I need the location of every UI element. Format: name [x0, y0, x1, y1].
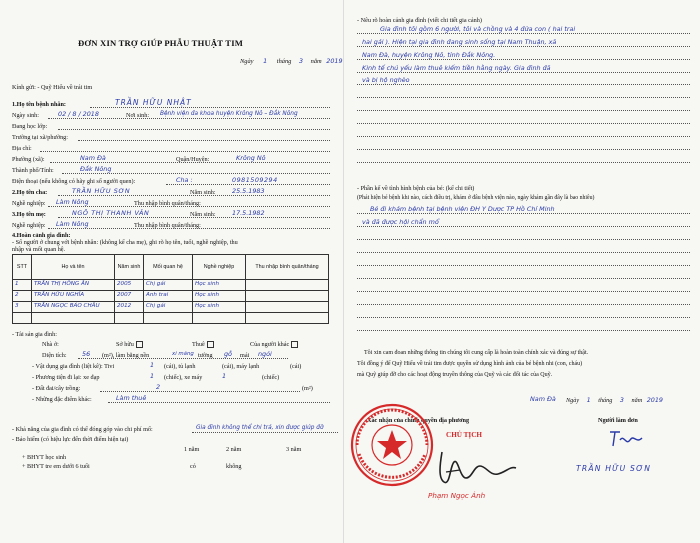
dotted-line: [58, 217, 330, 218]
dotted-line: [357, 330, 690, 331]
dotted-line: [192, 432, 338, 433]
father-birth: 25.5.1983: [232, 187, 265, 195]
wall-label: tường: [198, 352, 213, 359]
mother-section-label: 3.Họ tên mẹ:: [12, 211, 46, 218]
other-owner-text: Của người khác: [250, 341, 290, 348]
mother-name: NGÔ THỊ THANH VÂN: [72, 209, 150, 217]
row-job: Học sinh: [193, 291, 246, 302]
dotted-line: [357, 278, 690, 279]
insurance-col-1: 1 năm: [184, 446, 200, 453]
house-label: Nhà ở:: [42, 341, 59, 348]
col-name: Họ và tên: [32, 255, 115, 280]
family-table-header: [13, 255, 329, 280]
dotted-line: [357, 110, 690, 111]
insurance-col-2: 2 năm: [226, 446, 242, 453]
patient-name: TRẦN HỮU NHẬT: [115, 98, 192, 107]
rent-text: Thuê: [192, 341, 205, 348]
own-label: [116, 341, 143, 348]
dotted-line: [100, 391, 300, 392]
dotted-line: [78, 140, 330, 141]
row-name: TRẦN NGỌC BẢO CHÂU: [32, 302, 115, 313]
hardship-line: Kinh tế chủ yếu làm thuê kiếm tiền hằng ngày. Gia đình đã: [362, 64, 551, 72]
father-job-label: Nghề nghiệp:: [12, 200, 46, 207]
insurance-yes: có: [190, 463, 196, 470]
household-items-label: - Vật dụng gia đình (liệt kê): Tivi: [32, 363, 115, 370]
father-income-label: Thu nhập bình quân/tháng:: [134, 200, 201, 207]
vehicle-label: - Phương tiện đi lại: xe đạp: [32, 374, 100, 381]
row-name: TRẦN HỮU NGHĨA: [32, 291, 115, 302]
sign-day: 1: [586, 396, 591, 404]
table-row: [13, 313, 329, 324]
area-unit: (m²), làm bằng nền: [102, 352, 150, 359]
dotted-line: [357, 84, 690, 85]
land-label: - Đất đai/cây trồng:: [32, 385, 81, 392]
dotted-line: [40, 151, 330, 152]
row-job: Học sinh: [193, 280, 246, 291]
dotted-line: [357, 33, 690, 34]
col-birth: Năm sinh: [115, 255, 144, 280]
addressee: Kính gửi: - Quỹ Hiểu về trái tim: [12, 84, 93, 91]
phone-owner: Cha :: [176, 176, 193, 184]
hardship-line: hai gái ). Hiện tại gia đình đang sinh sống tại Nam Thuận, xã: [362, 38, 557, 46]
dotted-line: [357, 136, 690, 137]
dotted-line: [357, 162, 690, 163]
patient-village: Nam Đà: [80, 154, 106, 162]
address-label: Địa chỉ:: [12, 145, 32, 152]
empty-cell: [32, 313, 115, 324]
pledge-line: Tôi đồng ý để Quỹ Hiểu về trái tim được quyền sử dụng hình ảnh của bé bệnh nhi (con, cháu): [357, 361, 583, 367]
patient-dob: 02 / 8 / 2018: [58, 110, 99, 118]
house-area: 56: [82, 350, 91, 358]
row-birth: 2007: [115, 291, 144, 302]
dotted-line: [357, 304, 690, 305]
dotted-line: [62, 173, 330, 174]
dotted-line: [90, 107, 330, 108]
empty-cell: [13, 313, 32, 324]
disease-line: Bé đi khám bệnh tại bệnh viện ĐH Y Dược TP Hồ Chí Minh: [370, 205, 555, 213]
hardship-line: Gia đình tôi gồm 6 người, tôi và chồng và 4 đứa con ( hai trai: [380, 25, 576, 33]
school-label: Đang học lớp:: [12, 123, 48, 130]
sign-month-label: tháng: [598, 397, 613, 404]
row-birth: 2012: [115, 302, 144, 313]
dotted-line: [357, 97, 690, 98]
col-job: Nghề nghiệp: [193, 255, 246, 280]
disease-sub: (Phát hiện bé bệnh khi nào, cách điều trị, khám ở đâu bệnh viện nào, ngày khám gần đây là bao nhiêu): [357, 195, 595, 201]
date-month-label: tháng: [276, 58, 292, 65]
hardship-label: - Nêu rõ hoàn cảnh gia đình (viết chi tiết gia cảnh): [357, 17, 482, 24]
patient-district: Krông Nô: [236, 154, 266, 162]
date-day: 1: [263, 57, 268, 65]
insurance-no: không: [226, 463, 242, 470]
dotted-line: [48, 228, 330, 229]
dob-label: Ngày sinh:: [12, 112, 39, 119]
rent-label: [192, 341, 214, 348]
dotted-line: [357, 291, 690, 292]
date-month: 3: [298, 57, 304, 65]
date-year: 2019: [326, 57, 343, 65]
dotted-line: [357, 265, 690, 266]
moto-unit: (chiếc): [262, 374, 280, 381]
pay-label: - Khả năng của gia đình có thể đóng góp vào chi phí mổ:: [12, 426, 153, 433]
dotted-line: [357, 317, 690, 318]
dotted-line: [78, 358, 288, 359]
table-row: [13, 291, 329, 302]
bhyt-child-label: + BHYT tre em dưới 6 tuổi: [22, 463, 90, 470]
page-fold: [343, 0, 344, 543]
dotted-line: [357, 252, 690, 253]
dotted-line: [48, 118, 330, 119]
empty-cell: [193, 313, 246, 324]
birthplace-label: Nơi sinh:: [126, 112, 150, 119]
ac-label: (cái), máy lạnh: [222, 363, 260, 370]
col-stt: STT: [13, 255, 32, 280]
rent-checkbox[interactable]: [207, 341, 214, 348]
row-stt: 3: [13, 302, 32, 313]
sign-date: [566, 397, 663, 404]
bike-count: 1: [150, 372, 155, 380]
own-text: Sở hữu: [116, 341, 134, 348]
row-relation: Anh trai: [144, 291, 193, 302]
hardship-line: và bị hộ nghèo: [362, 76, 410, 84]
dotted-line: [357, 226, 690, 227]
row-stt: 2: [13, 291, 32, 302]
hardship-line: Nam Đà, huyện Krông Nô, tỉnh Đắk Nông.: [362, 51, 496, 59]
own-checkbox[interactable]: [136, 341, 143, 348]
mother-job-label: Nghề nghiệp:: [12, 222, 46, 229]
land-unit: (m²): [302, 385, 313, 392]
table-row: [13, 280, 329, 291]
house-floor: xi măng: [172, 351, 194, 357]
tv-count: 1: [150, 361, 155, 369]
empty-cell: [144, 313, 193, 324]
dotted-line: [357, 149, 690, 150]
school-address-label: Trường tại xã/phường:: [12, 134, 68, 141]
chairman-title: CHỦ TỊCH: [446, 431, 483, 439]
sign-year: 2019: [646, 396, 663, 404]
moto-label: (chiếc), xe máy: [164, 374, 203, 381]
phone-label: Điện thoại (nếu không có hãy ghi số người quen):: [12, 178, 136, 185]
family-intro-2: nhập và mối quan hệ.: [12, 246, 66, 253]
village-label: Phường (xã):: [12, 156, 45, 163]
mother-job: Làm Nông: [56, 220, 89, 228]
row-birth: 2005: [115, 280, 144, 291]
father-name: TRẦN HỮU SƠN: [72, 187, 131, 195]
disease-line: và đã được hội chẩn mổ: [362, 218, 439, 226]
applicant-signature-icon: [606, 426, 646, 452]
row-income: [246, 291, 329, 302]
row-job: Học sinh: [193, 302, 246, 313]
assets-section-label: - Tài sản gia đình:: [12, 331, 57, 338]
father-birth-label: Năm sinh:: [190, 189, 216, 196]
dotted-line: [357, 72, 690, 73]
pay-value: Gia đình không thể chi trả, xin được giúp đỡ: [196, 425, 324, 431]
row-relation: Chị gái: [144, 302, 193, 313]
insurance-col-3: 3 năm: [286, 446, 302, 453]
dotted-line: [357, 213, 690, 214]
patient-province: Đắk Nông: [80, 165, 112, 173]
date-year-label: năm: [310, 58, 322, 65]
row-relation: Chị gái: [144, 280, 193, 291]
disease-label: - Phần kể về tình hình bệnh của bé: (kể chi tiết): [357, 185, 475, 192]
other-owner-checkbox[interactable]: [291, 341, 298, 348]
mother-income-label: Thu nhập bình quân/tháng:: [134, 222, 201, 229]
chairman-signature-icon: [420, 444, 520, 490]
father-section-label: 2.Họ tên cha:: [12, 189, 48, 196]
house-wall: gỗ: [224, 350, 232, 358]
date-prefix: Ngày: [240, 58, 254, 65]
col-relation: Mối quan hệ: [144, 255, 193, 280]
dotted-line: [58, 129, 330, 130]
father-job: Làm Nông: [56, 198, 89, 206]
row-income: [246, 302, 329, 313]
dotted-line: [50, 162, 330, 163]
bhyt-school-label: + BHYT học sinh: [22, 454, 67, 461]
special-label: - Những đặc điểm khác:: [32, 396, 92, 403]
dotted-line: [357, 46, 690, 47]
patient-section-label: 1.Họ tên bệnh nhân:: [12, 101, 66, 108]
family-table: [12, 254, 329, 324]
area-label: Diện tích:: [42, 352, 67, 359]
pledge-line: mà Quỹ giúp đỡ cho các hoạt động truyền thông của Quỹ và các đối tác của Quỹ.: [357, 372, 553, 378]
sign-month: 3: [619, 396, 624, 404]
province-label: Thành phố/Tỉnh:: [12, 167, 54, 174]
house-roof: ngói: [258, 350, 272, 358]
insurance-label: - Bảo hiểm (có hiệu lực đến thời điểm hiện tại): [12, 436, 129, 443]
dotted-line: [357, 239, 690, 240]
mother-birth-label: Năm sinh:: [190, 211, 216, 218]
patient-birthplace: Bệnh viện đa khoa huyện Krông Nô – Đắk Nông: [160, 111, 298, 117]
dotted-line: [166, 184, 330, 185]
dotted-line: [357, 123, 690, 124]
sign-place: Nam Đà: [530, 395, 556, 403]
patient-phone: 0981509294: [232, 176, 278, 184]
family-intro: - Số người ở chung với bệnh nhân: (không kể cha mẹ), ghi rõ họ tên, tuổi, nghề nghiệp, thu: [12, 239, 238, 246]
applicant-label: Người làm đơn: [598, 417, 638, 424]
land-value: 2: [156, 383, 161, 391]
family-section-label: 4.Hoàn cảnh gia đình:: [12, 232, 71, 239]
authority-label: Xác nhận của chính quyền địa phương: [367, 417, 470, 424]
special-value: Làm thuê: [116, 394, 147, 402]
empty-cell: [246, 313, 329, 324]
dotted-line: [48, 206, 330, 207]
form-title: ĐƠN XIN TRỢ GIÚP PHẪU THUẬT TIM: [78, 38, 244, 48]
row-income: [246, 280, 329, 291]
moto-count: 1: [222, 372, 227, 380]
sign-year-label: năm: [631, 397, 643, 404]
roof-label: mái: [240, 352, 250, 359]
row-name: TRẦN THỊ HỒNG ÂN: [32, 280, 115, 291]
other-owner-label: [250, 341, 298, 348]
form-date: [240, 58, 343, 65]
pledge-line: Tôi xin cam đoan những thông tin chúng tôi cung cấp là hoàn toàn chính xác và đúng sự thật.: [364, 350, 589, 356]
dotted-line: [108, 402, 330, 403]
fridge-label: (cái), tủ lạnh: [164, 363, 196, 370]
row-stt: 1: [13, 280, 32, 291]
district-label: Quận/Huyện:: [176, 156, 210, 163]
chairman-name: Phạm Ngọc Ánh: [428, 491, 486, 500]
dotted-line: [357, 59, 690, 60]
ac-unit: (cái): [290, 363, 302, 370]
mother-birth: 17.5.1982: [232, 209, 265, 217]
dotted-line: [58, 195, 330, 196]
sign-day-label: Ngày: [566, 397, 580, 404]
empty-cell: [115, 313, 144, 324]
table-row: [13, 302, 329, 313]
col-income: Thu nhập bình quân/tháng: [246, 255, 329, 280]
applicant-name: TRẦN HỮU SƠN: [576, 464, 652, 473]
